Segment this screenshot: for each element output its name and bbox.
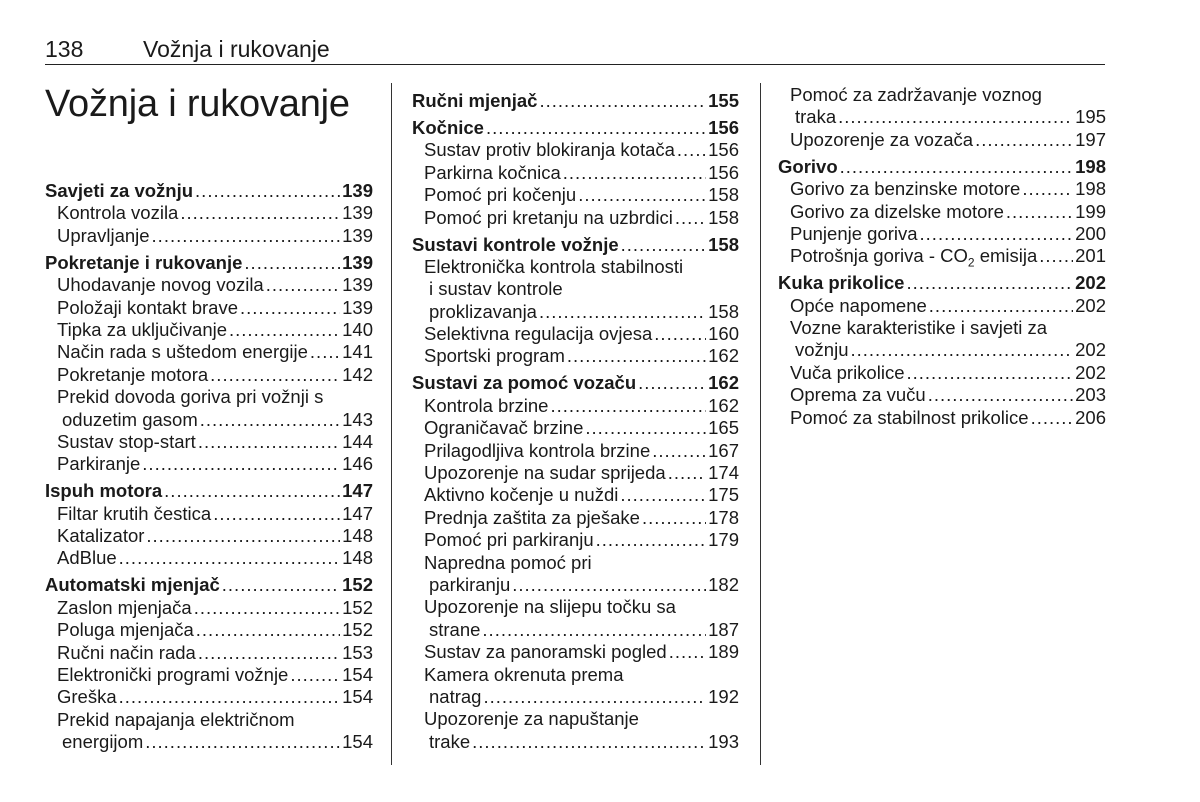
toc-entry[interactable] (778, 178, 1106, 200)
dot-leader (929, 295, 1073, 317)
dot-leader (1006, 201, 1073, 223)
toc-column-1 (45, 180, 373, 754)
running-title: Vožnja i rukovanje (143, 36, 330, 62)
toc-entry[interactable] (45, 597, 373, 619)
toc-entry[interactable] (45, 364, 373, 386)
toc-page-number: 202 (1075, 272, 1106, 294)
toc-entry[interactable] (45, 525, 373, 547)
toc-entry[interactable] (45, 225, 373, 247)
toc-entry[interactable] (45, 503, 373, 525)
toc-entry[interactable] (412, 139, 739, 161)
toc-page-number: 189 (708, 641, 739, 663)
toc-entry-title: Katalizator (57, 525, 145, 547)
toc-page-number: 139 (342, 180, 373, 201)
toc-page-number: 162 (708, 394, 739, 416)
toc-entry-title: Pomoć za zadržavanje voznog (790, 84, 1042, 105)
dot-leader (244, 252, 340, 274)
toc-column-2 (412, 90, 739, 753)
toc-page-number: 140 (342, 318, 373, 340)
toc-page-number: 178 (708, 506, 739, 528)
toc-entry[interactable] (778, 407, 1106, 429)
title-part: emisija (974, 245, 1038, 267)
toc-page-number: 154 (342, 686, 373, 708)
toc-entry-title: Sustav protiv blokiranja kotača (424, 139, 675, 161)
dot-leader (198, 431, 340, 453)
dot-leader (539, 90, 706, 112)
toc-entry[interactable] (412, 596, 739, 618)
toc-section-entry[interactable] (412, 234, 739, 256)
toc-entry-title: AdBlue (57, 547, 117, 569)
toc-entry[interactable] (412, 686, 739, 708)
toc-entry[interactable] (412, 395, 739, 417)
toc-entry[interactable] (778, 223, 1106, 245)
toc-page-number: 148 (342, 525, 373, 547)
toc-entry-title: Selektivna regulacija ovjesa (424, 323, 653, 345)
toc-entry[interactable] (412, 708, 739, 730)
toc-page-number: 198 (1075, 155, 1106, 177)
toc-entry[interactable] (412, 619, 739, 641)
toc-section-entry[interactable] (45, 480, 373, 502)
toc-entry[interactable] (778, 129, 1106, 151)
dot-leader (196, 619, 340, 641)
dot-leader (472, 731, 706, 753)
toc-page-number: 139 (342, 296, 373, 318)
toc-entry-title: oduzetim gasom (62, 408, 198, 430)
toc-entry[interactable] (45, 341, 373, 363)
dot-leader (654, 323, 706, 345)
toc-page-number: 193 (708, 730, 739, 752)
toc-page-number: 162 (708, 345, 739, 367)
toc-entry-title: Oprema za vuču (790, 384, 926, 406)
toc-page-number: 139 (342, 251, 373, 273)
toc-entry[interactable] (412, 162, 739, 184)
toc-entry-title: Savjeti za vožnju (45, 180, 194, 201)
toc-entry-title: Ispuh motora (45, 480, 163, 502)
toc-entry-title: natrag (429, 685, 482, 707)
dot-leader (512, 574, 706, 596)
dot-leader (539, 301, 706, 323)
toc-entry-title: Pomoć pri kočenju (424, 184, 577, 206)
dot-leader (975, 129, 1073, 151)
dot-leader (195, 180, 340, 202)
toc-entry-title: Sustav stop-start (57, 430, 196, 452)
dot-leader (621, 234, 706, 256)
page-number: 138 (45, 36, 84, 62)
toc-entry-title: Način rada s uštedom energije (57, 341, 308, 363)
toc-entry-title: Elektronička kontrola stabilnosti (424, 255, 684, 277)
dot-leader (668, 462, 706, 484)
toc-entry[interactable] (45, 709, 373, 731)
dot-leader (906, 272, 1073, 294)
toc-entry-title: Prednja zaštita za pješake (424, 506, 640, 528)
toc-page-number: 144 (342, 430, 373, 452)
page-header (45, 34, 1105, 65)
dot-leader (119, 686, 340, 708)
toc-page-number: 141 (342, 341, 373, 363)
toc-page-number: 174 (708, 462, 739, 484)
toc-entry[interactable] (45, 409, 373, 431)
toc-entry[interactable] (412, 440, 739, 462)
dot-leader (229, 319, 340, 341)
toc-page-number: 198 (1075, 178, 1106, 200)
dot-leader (198, 642, 340, 664)
toc-entry-title (790, 245, 1038, 271)
dot-leader (210, 364, 340, 386)
toc-entry-title: trake (429, 730, 471, 752)
toc-entry-title: Napredna pomoć pri (424, 551, 592, 573)
toc-entry[interactable] (412, 664, 739, 686)
toc-entry[interactable] (778, 84, 1106, 106)
toc-entry[interactable] (45, 453, 373, 475)
dot-leader (266, 274, 340, 296)
toc-page-number: 175 (708, 484, 739, 506)
toc-page-number: 158 (708, 300, 739, 322)
toc-page-number: 147 (342, 480, 373, 502)
toc-entry[interactable] (778, 317, 1106, 339)
toc-entry[interactable] (45, 731, 373, 753)
toc-page-number: 154 (342, 663, 373, 685)
toc-entry-title: proklizavanja (429, 300, 537, 322)
toc-entry-title: Prekid napajanja električnom (57, 708, 295, 730)
toc-entry-title: i sustav kontrole (429, 278, 563, 300)
toc-entry-title: Pomoć za stabilnost prikolice (790, 406, 1029, 428)
toc-page-number: 202 (1075, 361, 1106, 383)
toc-entry-title: Ručni način rada (57, 641, 196, 663)
toc-page-number: 203 (1075, 384, 1106, 406)
toc-entry-title: Pokretanje motora (57, 363, 209, 385)
dot-leader (146, 525, 340, 547)
toc-entry-title: Sustav za panoramski pogled (424, 641, 667, 663)
toc-entry-title: Vozne karakteristike i savjeti za (790, 317, 1048, 339)
dot-leader (550, 395, 706, 417)
dot-leader (180, 202, 340, 224)
toc-entry[interactable] (778, 362, 1106, 384)
toc-page-number: 156 (708, 139, 739, 161)
dot-leader (486, 117, 706, 139)
toc-entry-title: Kuka prikolice (778, 272, 905, 294)
toc-page-number: 153 (342, 641, 373, 663)
toc-entry-title: Elektronički programi vožnje (57, 663, 289, 685)
toc-page-number: 179 (708, 529, 739, 551)
dot-leader (290, 664, 340, 686)
toc-page-number: 147 (342, 502, 373, 524)
toc-entry-title: Ručni mjenjač (412, 90, 538, 111)
title-part: Potrošnja goriva - CO (790, 245, 968, 267)
toc-section-entry[interactable] (778, 272, 1106, 294)
dot-leader (222, 574, 340, 596)
dot-leader (567, 345, 706, 367)
toc-entry[interactable] (45, 686, 373, 708)
toc-entry-title: Položaji kontakt brave (57, 296, 238, 318)
toc-page-number: 187 (708, 618, 739, 640)
dot-leader (152, 225, 341, 247)
toc-entry[interactable] (45, 642, 373, 664)
toc-page-number: 152 (342, 619, 373, 641)
dot-leader (620, 484, 706, 506)
toc-entry[interactable] (412, 301, 739, 323)
toc-section-entry[interactable] (45, 180, 373, 202)
toc-entry-title: Kontrola brzine (424, 394, 549, 416)
dot-leader (578, 184, 706, 206)
toc-page-number: 165 (708, 417, 739, 439)
toc-entry-title: Filtar krutih čestica (57, 502, 212, 524)
toc-entry-title: Uhodavanje novog vozila (57, 274, 264, 296)
toc-entry-title: Gorivo za benzinske motore (790, 178, 1021, 200)
dot-leader (200, 409, 340, 431)
dot-leader (642, 507, 706, 529)
toc-entry[interactable] (412, 256, 739, 278)
toc-entry[interactable] (412, 207, 739, 229)
dot-leader (1031, 407, 1074, 429)
toc-entry-title: Opće napomene (790, 294, 927, 316)
toc-section-entry[interactable] (412, 117, 739, 139)
toc-entry[interactable] (412, 574, 739, 596)
toc-entry-title: Sustavi kontrole vožnje (412, 233, 619, 255)
dot-leader (677, 139, 706, 161)
toc-entry-title: traka (795, 106, 837, 128)
toc-page-number: 152 (342, 596, 373, 618)
dot-leader (563, 162, 706, 184)
dot-leader (906, 362, 1073, 384)
toc-page-number: 158 (708, 233, 739, 255)
toc-entry[interactable] (412, 552, 739, 574)
toc-entry-title: Vuča prikolice (790, 361, 905, 383)
toc-entry-title: vožnju (795, 339, 849, 361)
toc-entry-title: Automatski mjenjač (45, 574, 220, 596)
toc-entry[interactable] (778, 106, 1106, 128)
toc-entry-title: Pomoć pri parkiranju (424, 529, 594, 551)
toc-entry-title: Upozorenje za vozača (790, 128, 974, 150)
toc-entry-title: Sportski program (424, 345, 565, 367)
toc-section-entry[interactable] (778, 156, 1106, 178)
toc-entry-title: Ograničavač brzine (424, 417, 584, 439)
toc-entry-title: Gorivo (778, 155, 838, 177)
toc-entry[interactable] (412, 462, 739, 484)
dot-leader (240, 297, 340, 319)
toc-page-number: 200 (1075, 222, 1106, 244)
toc-page-number: 202 (1075, 294, 1106, 316)
toc-entry-title: Upozorenje na slijepu točku sa (424, 596, 676, 618)
toc-entry-title: Upozorenje za napuštanje (424, 708, 639, 730)
toc-entry[interactable] (412, 731, 739, 753)
toc-page-number: 182 (708, 573, 739, 595)
toc-page-number: 154 (342, 731, 373, 753)
toc-entry[interactable] (412, 345, 739, 367)
dot-leader (310, 341, 340, 363)
dot-leader (920, 223, 1074, 245)
toc-entry[interactable] (412, 641, 739, 663)
dot-leader (675, 207, 706, 229)
dot-leader (213, 503, 340, 525)
toc-entry[interactable] (45, 274, 373, 296)
toc-page-number: 158 (708, 206, 739, 228)
toc-entry[interactable] (412, 529, 739, 551)
dot-leader (164, 480, 340, 502)
dot-leader (145, 731, 340, 753)
dot-leader (194, 597, 340, 619)
toc-entry-title: Pomoć pri kretanju na uzbrdici (424, 206, 673, 228)
dot-leader (850, 339, 1073, 361)
toc-entry-title: Prekid dovoda goriva pri vožnji s (57, 386, 324, 408)
toc-entry-title: Upozorenje na sudar sprijeda (424, 462, 666, 484)
toc-entry-title: parkiranju (429, 573, 511, 595)
dot-leader (838, 106, 1073, 128)
toc-page-number: 192 (708, 685, 739, 707)
dot-leader (652, 440, 706, 462)
toc-page-number: 139 (342, 224, 373, 246)
dot-leader (482, 619, 706, 641)
dot-leader (483, 686, 706, 708)
dot-leader (1022, 178, 1073, 200)
toc-entry[interactable] (45, 202, 373, 224)
toc-entry[interactable] (45, 297, 373, 319)
toc-page-number: 162 (708, 372, 739, 394)
toc-entry-title: Poluga mjenjača (57, 619, 194, 641)
dot-leader (142, 453, 340, 475)
toc-entry[interactable] (45, 664, 373, 686)
toc-section-entry[interactable] (412, 372, 739, 394)
toc-column-3 (778, 84, 1106, 429)
co2-subscript: 2 (967, 256, 975, 271)
toc-page-number: 155 (708, 90, 739, 111)
toc-entry[interactable] (778, 201, 1106, 223)
toc-entry[interactable] (45, 431, 373, 453)
toc-entry[interactable] (412, 323, 739, 345)
toc-entry-title: Punjenje goriva (790, 222, 918, 244)
toc-page-number: 156 (708, 116, 739, 138)
toc-entry-title: Kontrola vozila (57, 202, 179, 224)
toc-entry[interactable] (412, 417, 739, 439)
toc-section-entry[interactable] (412, 90, 739, 112)
toc-page-number: 167 (708, 439, 739, 461)
toc-page-number: 152 (342, 574, 373, 596)
toc-entry-title: Parkirna kočnica (424, 161, 561, 183)
toc-entry-title: Zaslon mjenjača (57, 596, 192, 618)
toc-section-entry[interactable] (45, 574, 373, 596)
toc-entry[interactable] (778, 295, 1106, 317)
toc-page-number: 143 (342, 408, 373, 430)
column-divider (760, 83, 761, 765)
toc-entry-title: Kočnice (412, 116, 484, 138)
dot-leader (928, 384, 1073, 406)
toc-page-number: 195 (1075, 106, 1106, 128)
toc-page-number: 206 (1075, 406, 1106, 428)
toc-entry-title: Prilagodljiva kontrola brzine (424, 439, 651, 461)
toc-entry[interactable] (45, 619, 373, 641)
toc-page-number: 139 (342, 274, 373, 296)
toc-entry[interactable] (778, 245, 1106, 271)
dot-leader (596, 529, 706, 551)
toc-entry[interactable] (778, 339, 1106, 361)
toc-page-number: 201 (1075, 245, 1106, 267)
toc-entry-title: Tipka za uključivanje (57, 318, 228, 340)
dot-leader (119, 547, 340, 569)
toc-entry-title: Upravljanje (57, 224, 150, 246)
toc-page-number: 156 (708, 161, 739, 183)
toc-entry-title: Gorivo za dizelske motore (790, 200, 1004, 222)
toc-page-number: 148 (342, 547, 373, 569)
toc-entry[interactable] (412, 484, 739, 506)
toc-entry-title: Greška (57, 686, 117, 708)
toc-entry[interactable] (412, 278, 739, 300)
toc-entry[interactable] (412, 507, 739, 529)
column-divider (391, 83, 392, 765)
dot-leader (669, 641, 706, 663)
toc-page-number: 142 (342, 363, 373, 385)
toc-page-number: 139 (342, 202, 373, 224)
toc-entry[interactable] (778, 384, 1106, 406)
toc-entry-title: Kamera okrenuta prema (424, 663, 624, 685)
toc-page-number: 197 (1075, 128, 1106, 150)
toc-entry-title: strane (429, 618, 481, 640)
toc-section-entry[interactable] (45, 252, 373, 274)
toc-entry-title: energijom (62, 731, 144, 753)
dot-leader (585, 417, 706, 439)
toc-entry-title: Pokretanje i rukovanje (45, 251, 243, 273)
toc-page-number: 158 (708, 184, 739, 206)
toc-page-number: 160 (708, 323, 739, 345)
toc-entry[interactable] (45, 319, 373, 341)
toc-entry-title: Parkiranje (57, 453, 141, 475)
dot-leader (638, 372, 706, 394)
toc-entry[interactable] (45, 386, 373, 408)
toc-page-number: 202 (1075, 339, 1106, 361)
chapter-title: Vožnja i rukovanje (45, 83, 350, 125)
toc-entry[interactable] (412, 184, 739, 206)
toc-entry-title: Aktivno kočenje u nuždi (424, 484, 619, 506)
toc-entry-title: Sustavi za pomoć vozaču (412, 372, 637, 394)
toc-page-number: 146 (342, 453, 373, 475)
dot-leader (840, 156, 1074, 178)
toc-entry[interactable] (45, 547, 373, 569)
toc-page-number: 199 (1075, 200, 1106, 222)
dot-leader (1039, 245, 1073, 267)
